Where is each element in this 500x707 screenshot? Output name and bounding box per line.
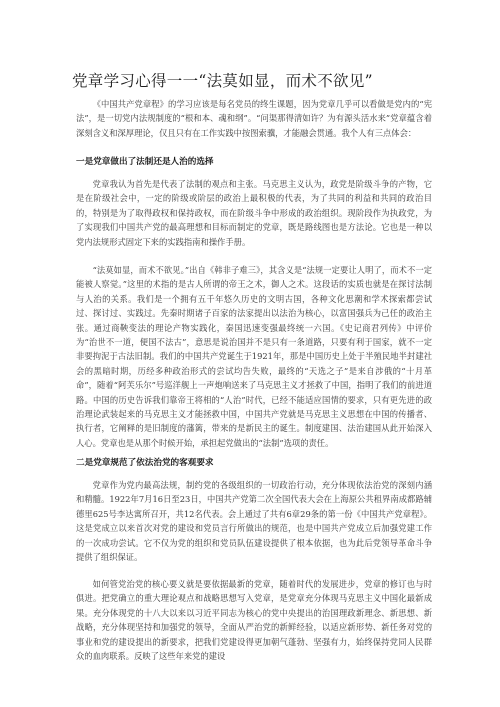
section-2-paragraph-2: 如何管党治党的核心要义就是要依据最新的党章，随着时代的发展进步，党章的修订也与时俱进。把党确立的重大理论观点和战略思想写入党章，是党章充分体现马克思主义中国化最新成果。充分体现党的十八大以来以习近平同志为核心的党中央提出的治国理政新理念、新思想、新战略，充分体现坚持和加强党的领导，全面从严治党的新鲜经验，以适应新形势、新任务对党的事业和党的建设提出的新要求，把我们党建设得更加朝气蓬勃、坚强有力，始终保持党同人民群众的血肉联系。反映了这些年来党的建设 [76, 579, 432, 662]
intro-paragraph: 《中国共产党章程》的学习应该是每名党员的终生课题，因为党章几乎可以看做是党内的“宪法”，是一切党内法规制度的“根和本、魂和纲”。“问渠那得清如许？为有源头活水来”党章蕴含着深刻含义和深厚理论，仅且只有在工作实践中按图索骥，才能融会贯通。我个人有三点体会： [76, 99, 432, 138]
document-title: 党章学习心得一一“法莫如显，而术不欲见” [72, 72, 373, 90]
section-heading-2: 二是党章规范了依法治党的客观要求 [76, 458, 214, 468]
section-heading-1: 一是党章做出了法制还是人治的选择 [76, 157, 214, 167]
section-1-paragraph-1: 党章我认为首先是代表了法制的观点和主张。马克思主义认为，政党是阶级斗争的产物，它是在阶级社会中，一定的阶级或阶层的政治上最积极的代表，为了共同的利益和共同的政治目的，特别是为了取得政权和保持政权，而在阶级斗争中形成的政治组织。现阶段作为执政党，为了实现我们中国共产党的最高理想和目标而制定的党章，既是路线图也是方法论。它也是一种以党内法规形式固定下来的实践指南和操作手册。 [76, 179, 432, 247]
section-1-paragraph-2: “法莫如显，而术不欲见。”出自《韩非子难三》，其含义是“法规一定要让人明了，而术不一定能被人察觉。”这里的术指的是古人所谓的帝王之术，御人之术。这段话的实质也就是在探讨法制与人治的关系。我们是一个拥有五千年悠久历史的文明古国，各种文化思潮和学术探索都尝试过、探讨过、实践过。先秦时期诸子百家的法家提出以法治为核心，以富国强兵为己任的政治主张。通过商鞅变法的理论产物实践化，秦国迅速变强最终统一六国。《史记商君列传》中评价为“治世不一道，便国不法古”，意思是说治国并不是只有一条道路，只要有利于国家，就不一定非要拘泥于古法旧制。我们的中国共产党诞生于1921年，那是中国历史上处于半殖民地半封建社会的黑暗时期，历经多种政治形式的尝试均告失败，最终的“天选之子”是来自涉俄的“十月革命”，随着“阿芙乐尔”号巡洋舰上一声炮响送来了马克思主义才拯救了中国，指明了我们的前进道路。中国的历史告诉我们靠帝王将相的“人治”时代，已经不能适应国情的要求，只有更先进的政治理论武装起来的马克思主义才能拯救中国，中国共产党就是马克思主义思想在中国的传播者、执行者，它阐释的是旧制度的藩篱，带来的是新民主的诞生。制度建国、法治建国从此开始深入人心。党章也是从那个时候开始，承担起党做出的“法制”选项的责任。 [76, 265, 432, 448]
section-2-paragraph-1: 党章作为党内最高法规，制约党的各级组织的一切政治行动，充分体现依法治党的深刻内涵和精髓。1922年7月16日至23日，中国共产党第二次全国代表大会在上海原公共租界南成都路辅德里625号李达寓所召开，共12名代表。会上通过了共有6章29条的第一份《中国共产党章程》。这是党成立以来首次对党的建设和党员言行所做出的规范，也是中国共产党成立后加强党建工作的一次成功尝试。它不仅为党的组织和党员队伍建设提供了根本依据，也为此后党领导革命斗争提供了组织保证。 [76, 480, 432, 563]
